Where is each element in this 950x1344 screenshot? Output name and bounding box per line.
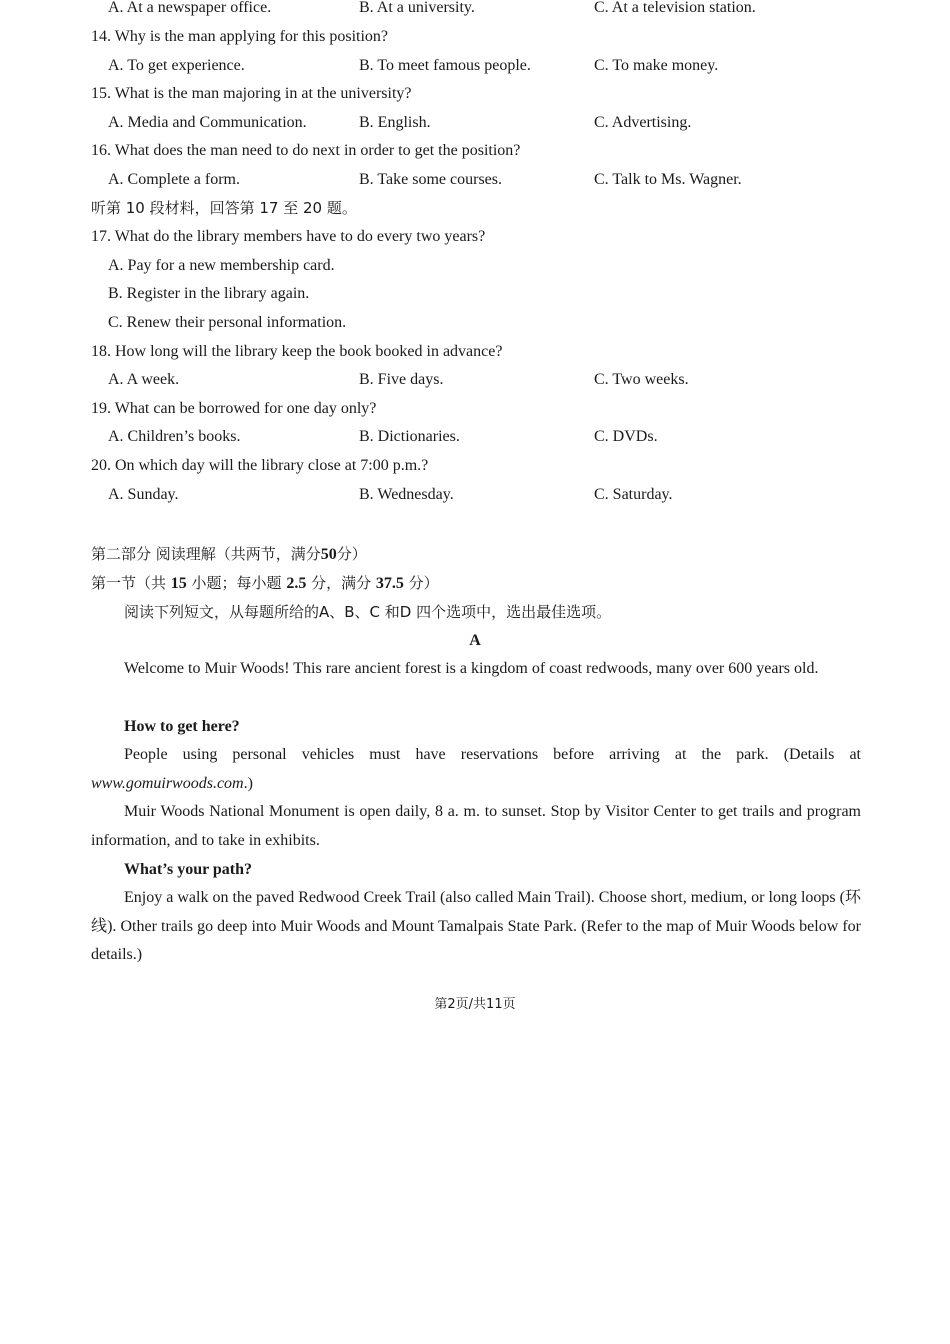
q15-option-a: A. Media and Communication. xyxy=(108,114,307,131)
q14-option-b: B. To meet famous people. xyxy=(359,57,531,74)
q13-options xyxy=(0,0,950,18)
q20-option-a: A. Sunday. xyxy=(108,486,179,503)
q16-option-c: C. Talk to Ms. Wagner. xyxy=(594,171,742,188)
q18-stem: 18. How long will the library keep the book booked in advance? xyxy=(91,343,503,360)
part-title-score: 50 xyxy=(320,546,337,563)
q14-stem: 14. Why is the man applying for this position? xyxy=(91,28,389,45)
part-title-suffix: 分） xyxy=(336,545,367,563)
q20-stem: 20. On which day will the library close at 7:00 p.m.? xyxy=(91,457,429,474)
part-title-prefix: 第二部分 阅读理解（共两节，满分 xyxy=(91,545,321,563)
q16-stem: 16. What does the man need to do next in order to get the position? xyxy=(91,142,521,159)
passage-letter: A xyxy=(469,632,481,649)
q18-option-a: A. A week. xyxy=(108,371,180,388)
q17-option-a: A. Pay for a new membership card. xyxy=(108,257,335,274)
q13-option-a: A. At a newspaper office. xyxy=(108,0,272,16)
section-one-title xyxy=(91,573,861,594)
passage-intro: Welcome to Muir Woods! This rare ancient forest is a kingdom of coast redwoods, many over 600 years old. xyxy=(124,660,819,677)
paragraph-vehicles xyxy=(91,741,861,798)
section-title-p3: 分，满分 xyxy=(306,574,376,592)
q19-option-a: A. Children’s books. xyxy=(108,428,241,445)
q19-option-b: B. Dictionaries. xyxy=(359,428,460,445)
q13-option-b: B. At a university. xyxy=(359,0,475,16)
q15-stem: 15. What is the man majoring in at the university? xyxy=(91,85,412,102)
q17-stem: 17. What do the library members have to do every two years? xyxy=(91,228,486,245)
q15-option-c: C. Advertising. xyxy=(594,114,692,131)
website-link[interactable]: www.gomuirwoods.com xyxy=(91,774,244,792)
section-title-p4: 分） xyxy=(403,574,439,592)
section-10-instruction: 听第 10 段材料，回答第 17 至 20 题。 xyxy=(91,199,357,217)
section-title-each-score: 2.5 xyxy=(286,575,307,592)
q15-option-b: B. English. xyxy=(359,114,431,131)
q15-options xyxy=(0,113,950,133)
q19-option-c: C. DVDs. xyxy=(594,428,658,445)
reading-instruction: 阅读下列短文，从每题所给的A、B、C 和D 四个选项中，选出最佳选项。 xyxy=(124,603,612,621)
q20-option-c: C. Saturday. xyxy=(594,486,673,503)
q20-option-b: B. Wednesday. xyxy=(359,486,454,503)
heading-how-to-get-here: How to get here? xyxy=(124,718,240,735)
q16-option-b: B. Take some courses. xyxy=(359,171,502,188)
q20-options xyxy=(0,485,950,505)
q18-options xyxy=(0,370,950,390)
heading-whats-your-path: What’s your path? xyxy=(124,861,253,878)
vehicles-text: People using personal vehicles must have reservations before arriving at the park. (Details at xyxy=(124,746,861,763)
q17-option-b: B. Register in the library again. xyxy=(108,285,310,302)
paragraph-trails: Enjoy a walk on the paved Redwood Creek Trail (also called Main Trail). Choose short, medium, or long loops (环线). Other trails go deep into Muir Woods and Mount Tamalpais State Park. (Refer to the map of Muir Woods below for details.) xyxy=(91,889,862,964)
paragraph-hours: Muir Woods National Monument is open daily, 8 a. m. to sunset. Stop by Visitor Center to get trails and program information, and to take in exhibits. xyxy=(91,803,861,849)
part-two-title xyxy=(91,544,861,565)
q13-option-c: C. At a television station. xyxy=(594,0,756,16)
vehicles-text-end: .) xyxy=(243,774,253,792)
q16-option-a: A. Complete a form. xyxy=(108,171,240,188)
q14-option-c: C. To make money. xyxy=(594,57,719,74)
section-title-total-score: 37.5 xyxy=(375,575,404,592)
q14-option-a: A. To get experience. xyxy=(108,57,245,74)
q18-option-b: B. Five days. xyxy=(359,371,444,388)
q19-options xyxy=(0,427,950,447)
section-title-count: 15 xyxy=(170,575,187,592)
q16-options xyxy=(0,170,950,190)
q19-stem: 19. What can be borrowed for one day only? xyxy=(91,400,377,417)
q18-option-c: C. Two weeks. xyxy=(594,371,689,388)
q14-options xyxy=(0,56,950,76)
section-title-p1: 第一节（共 xyxy=(91,574,171,592)
section-title-p2: 小题；每小题 xyxy=(186,574,287,592)
q17-option-c: C. Renew their personal information. xyxy=(108,314,347,331)
page-number: 第2页/共11页 xyxy=(434,997,516,1012)
